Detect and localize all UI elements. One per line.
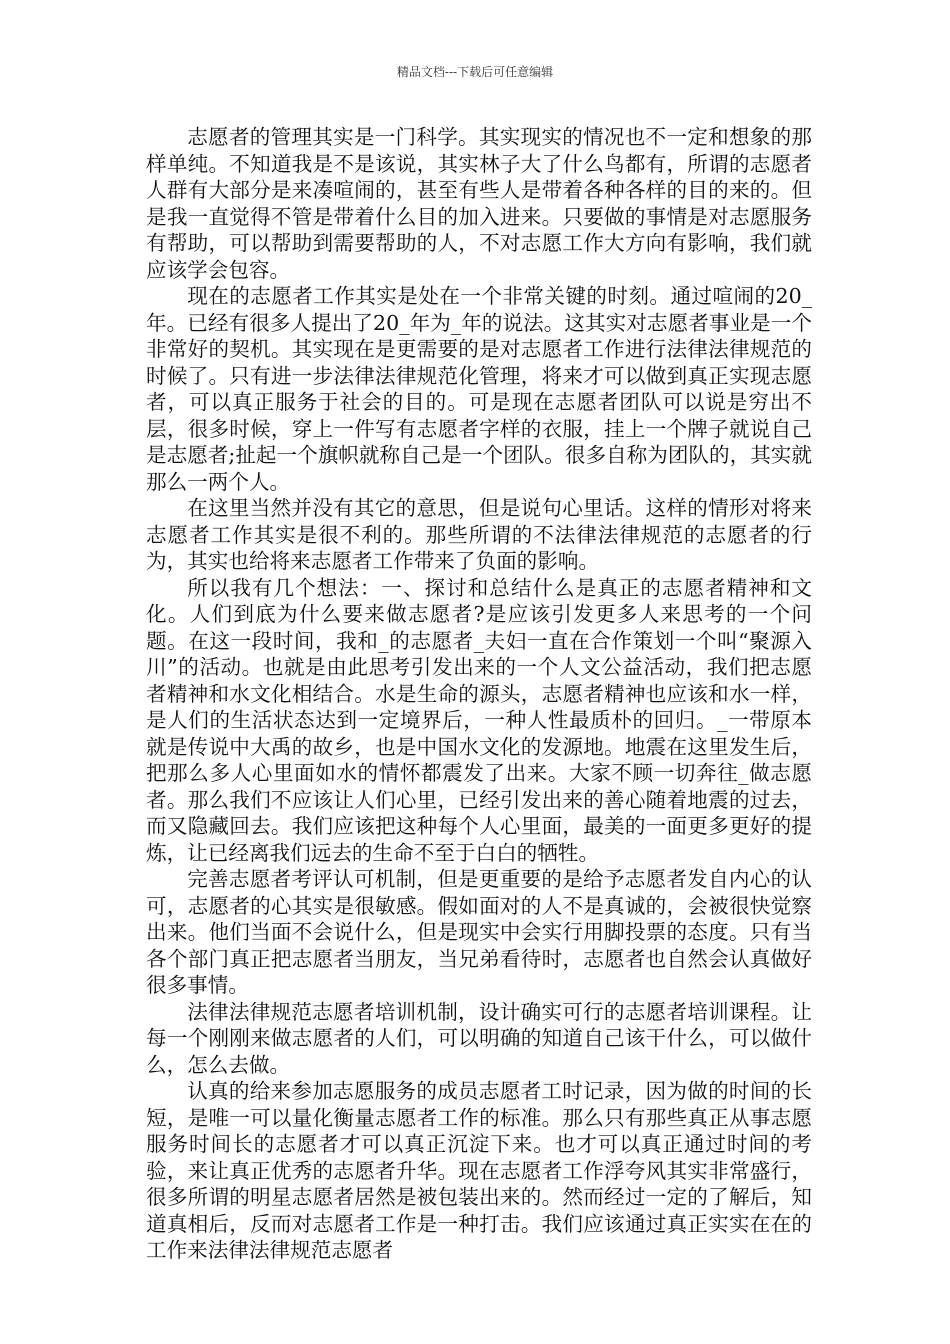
paragraph-critical-moment: 现在的志愿者工作其实是处在一个非常关键的时刻。通过喧闹的20_年。已经有很多人提出了20_年为_年的说法。这其实对志愿者事业是一个非常好的契机。其实现在是更需要的是对志愿者工作进行法律法律规范的时候了。只有进一步法律法律规范化管理，将来才可以做到真正实现志愿者，可以真正服务于社会的目的。可是现在志愿者团队可以说是穷出不层，很多时候，穿上一件写有志愿者字样的衣服，挂上一个牌子就说自己是志愿者;扯起一个旗帜就称自己是一个团队。很多自称为团队的，其实就那么一两个人。 [146,284,812,494]
paragraph-heartfelt: 在这里当然并没有其它的意思，但是说句心里话。这样的情形对将来志愿者工作其实是很不利的。那些所谓的不法律法律规范的志愿者的行为，其实也给将来志愿者工作带来了负面的影响。 [146,496,812,573]
paragraph-hours-record: 认真的给来参加志愿服务的成员志愿者工时记录，因为做的时间的长短，是唯一可以量化衡量志愿者工作的标准。那么只有那些真正从事志愿服务时间长的志愿者才可以真正沉淀下来。也才可以真正通过时间的考验，来让真正优秀的志愿者升华。现在志愿者工作浮夸风其实非常盛行，很多所谓的明星志愿者居然是被包装出来的。然而经过一定的了解后，知道真相后，反而对志愿者工作是一种打击。我们应该通过真正实实在在的工作来法律法律规范志愿者 [146,1079,812,1262]
paragraph-ideas: 所以我有几个想法：一、探讨和总结什么是真正的志愿者精神和文化。人们到底为什么要来做志愿者?是应该引发更多人来思考的一个问题。在这一段时间，我和_的志愿者_夫妇一直在合作策划一个叫“聚源入川”的活动。也就是由此思考引发出来的一个人文公益活动，我们把志愿者精神和水文化相结合。水是生命的源头，志愿者精神也应该和水一样，是人们的生活状态达到一定境界后，一种人性最质朴的回归。_一带原本就是传说中大禹的故乡，也是中国水文化的发源地。地震在这里发生后，把那么多人心里面如水的情怀都震发了出来。大家不顾一切奔往_做志愿者。那么我们不应该让人们心里，已经引发出来的善心随着地震的过去，而又隐藏回去。我们应该把这种每个人心里面，最美的一面更多更好的提炼，让已经离我们远去的生命不至于白白的牺牲。 [146,575,812,865]
paragraph-evaluation: 完善志愿者考评认可机制，但是更重要的是给予志愿者发自内心的认可，志愿者的心其实是很敏感。假如面对的人不是真诚的，会被很快觉察出来。他们当面不会说什么，但是现实中会实行用脚投票的态度。只有当各个部门真正把志愿者当朋友，当兄弟看待时，志愿者也自然会认真做好很多事情。 [146,867,812,997]
paragraph-training: 法律法律规范志愿者培训机制，设计确实可行的志愿者培训课程。让每一个刚刚来做志愿者的人们，可以明确的知道自己该干什么，可以做什么，怎么去做。 [146,999,812,1077]
paragraph-management: 志愿者的管理其实是一门科学。其实现实的情况也不一定和想象的那样单纯。不知道我是不是该说，其实林子大了什么鸟都有，所谓的志愿者人群有大部分是来凑喧闹的，甚至有些人是带着各种各样的目的来的。但是我一直觉得不管是带着什么目的加入进来。只要做的事情是对志愿服务有帮助，可以帮助到需要帮助的人，不对志愿工作大方向有影响，我们就应该学会包容。 [146,125,812,282]
page-header: 精品文档---下载后可任意编辑 [396,65,554,79]
document-body [146,124,812,1264]
